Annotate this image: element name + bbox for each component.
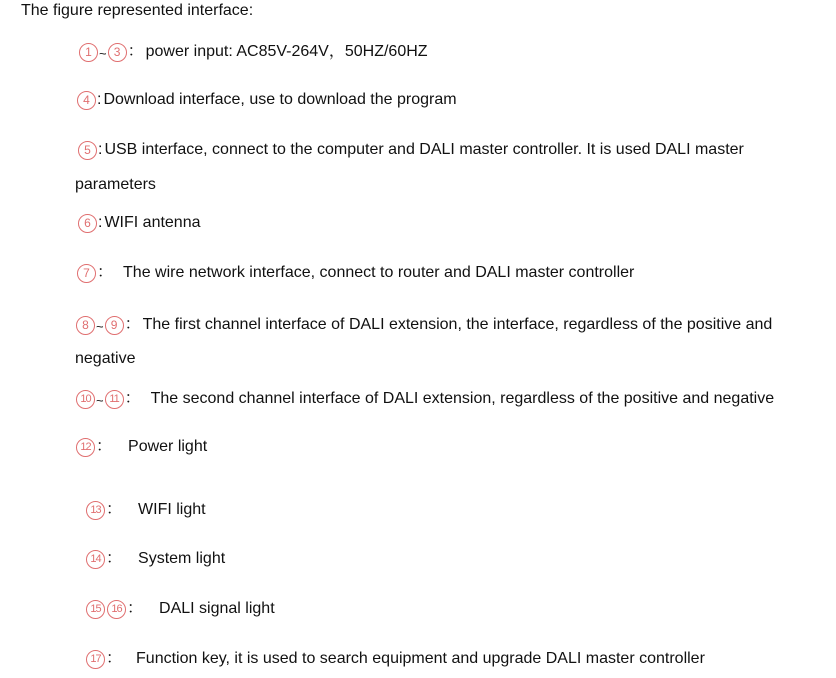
number-marker-15: 15	[86, 600, 105, 619]
interface-item-function-key	[86, 649, 705, 669]
range-tilde: ~	[96, 319, 104, 334]
item-description: power input: AC85V-264V，50HZ/60HZ	[145, 43, 428, 60]
item-description: Function key, it is used to search equipment and upgrade DALI master controller	[136, 650, 705, 667]
number-marker-16: 16	[107, 600, 126, 619]
separator: :	[97, 91, 102, 108]
item-description: DALI signal light	[159, 600, 275, 617]
number-marker-14: 14	[86, 550, 105, 569]
number-marker-1: 1	[79, 43, 98, 62]
number-marker-11: 11	[105, 390, 124, 409]
interface-item-wifi-light	[86, 500, 206, 520]
interface-item-system-light	[86, 549, 225, 569]
item-description: The wire network interface, connect to router and DALI master controller	[123, 264, 635, 281]
separator: :	[98, 141, 103, 158]
interface-item-dali-signal-light	[86, 599, 275, 619]
item-description: USB interface, connect to the computer and DALI master controller. It is used DALI master	[104, 141, 744, 158]
number-marker-17: 17	[86, 650, 105, 669]
separator: ：	[106, 650, 123, 667]
number-marker-6: 6	[78, 214, 97, 233]
separator: ：	[106, 550, 123, 567]
item-description: The second channel interface of DALI extension, regardless of the positive and negative	[150, 390, 775, 407]
separator: ：	[97, 264, 114, 281]
page-title: The figure represented interface:	[21, 2, 254, 19]
number-marker-10: 10	[76, 390, 95, 409]
interface-item-wifi-antenna	[78, 213, 201, 233]
number-marker-12: 12	[76, 438, 95, 457]
range-tilde: ~	[99, 46, 107, 61]
interface-item-dali-channel-1	[76, 313, 772, 337]
number-marker-8: 8	[76, 316, 95, 335]
number-marker-13: 13	[86, 501, 105, 520]
separator: :	[98, 214, 103, 231]
separator: ：	[124, 390, 141, 407]
number-marker-9: 9	[105, 316, 124, 335]
number-marker-7: 7	[77, 264, 96, 283]
item-description: Power light	[128, 438, 208, 455]
range-tilde: ~	[96, 393, 104, 408]
separator: ：	[127, 600, 144, 617]
separator: ：	[96, 438, 113, 455]
interface-item-power-input	[79, 40, 428, 64]
interface-item-power-light	[76, 437, 207, 457]
number-marker-5: 5	[78, 141, 97, 160]
item-description: WIFI light	[138, 501, 206, 518]
item-description: Download interface, use to download the program	[103, 91, 457, 108]
interface-item-dali-channel-2	[76, 387, 774, 411]
separator: ：	[124, 316, 141, 333]
interface-item-download	[77, 90, 457, 110]
item-description-continued: negative	[75, 350, 136, 367]
number-marker-3: 3	[108, 43, 127, 62]
separator: ：	[127, 43, 144, 60]
item-description-continued: parameters	[75, 176, 156, 193]
interface-item-usb	[78, 140, 744, 160]
item-description: WIFI antenna	[104, 214, 201, 231]
number-marker-4: 4	[77, 91, 96, 110]
separator: ：	[106, 501, 123, 518]
item-description: System light	[138, 550, 226, 567]
item-description: The first channel interface of DALI extension, the interface, regardless of the positive and	[142, 316, 773, 333]
interface-item-wire-network	[77, 263, 634, 283]
